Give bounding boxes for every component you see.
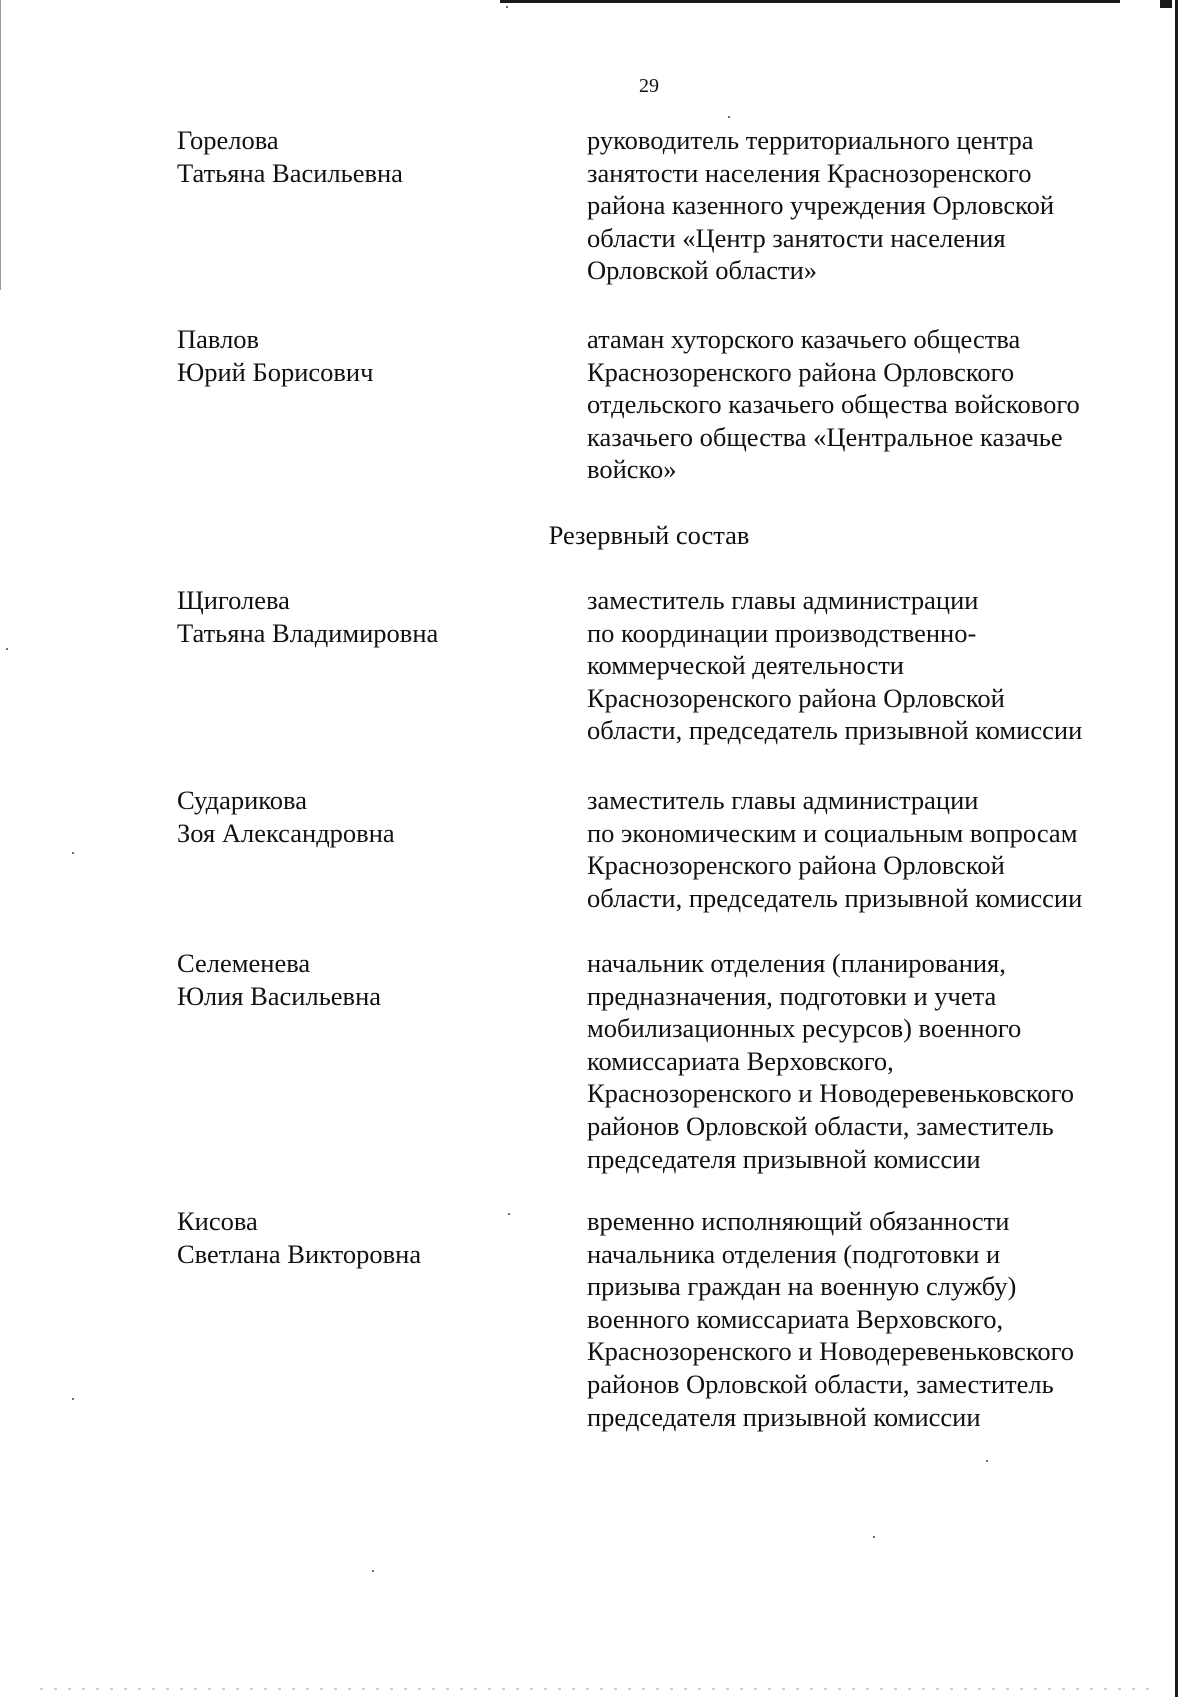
member-position — [587, 1205, 1137, 1433]
member-position — [587, 584, 1137, 747]
scan-bottom-noise — [40, 1688, 1160, 1690]
position-line: Краснозоренского района Орловского — [587, 356, 1015, 387]
member-given-names: Зоя Александровна — [177, 817, 395, 848]
position-line: Орловской области» — [587, 255, 818, 286]
member-surname: Селеменева — [177, 948, 311, 978]
position-line: начальник отделения (планирования, — [587, 948, 1006, 978]
scan-left-edge — [0, 0, 1, 290]
scan-speck — [506, 6, 508, 8]
position-line: по экономическим и социальным вопросам — [587, 817, 1078, 848]
member-surname: Сударикова — [177, 785, 307, 815]
position-line: Краснозоренского района Орловской — [587, 850, 1005, 881]
scan-speck — [72, 1398, 74, 1400]
position-line: районов Орловской области, заместитель — [587, 1110, 1054, 1141]
position-line: отдельского казачьего общества войскового — [587, 389, 1080, 420]
member-surname: Щиголева — [177, 585, 290, 615]
member-name — [177, 323, 567, 388]
position-line: района казенного учреждения Орловской — [587, 190, 1055, 221]
member-given-names: Татьяна Владимировна — [177, 617, 439, 648]
position-line: заместитель главы администрации — [587, 585, 979, 615]
position-line: Краснозоренского и Новодеревеньковского — [587, 1078, 1075, 1109]
member-name — [177, 124, 567, 189]
scan-speck — [508, 1213, 510, 1215]
scan-speck — [728, 116, 730, 118]
position-line: области «Центр занятости населения — [587, 222, 1006, 253]
member-given-names: Юлия Васильевна — [177, 980, 382, 1011]
member-given-names: Татьяна Васильевна — [177, 157, 403, 188]
position-line: Краснозоренского района Орловской — [587, 682, 1005, 713]
scan-speck — [873, 1536, 875, 1538]
position-line: заместитель главы администрации — [587, 785, 979, 815]
position-line: по координации производственно- — [587, 617, 977, 648]
member-given-names: Юрий Борисович — [177, 356, 374, 387]
position-line: казачьего общества «Центральное казачье — [587, 421, 1063, 452]
member-position — [587, 947, 1137, 1175]
member-surname: Кисова — [177, 1206, 258, 1236]
position-line: атаман хуторского казачьего общества — [587, 324, 1021, 354]
member-name — [177, 784, 567, 849]
position-line: комиссариата Верховского, — [587, 1045, 894, 1076]
position-line: области, председатель призывной комиссии — [587, 715, 1083, 746]
member-surname: Горелова — [177, 125, 279, 155]
member-name — [177, 584, 567, 649]
position-line: призыва граждан на военную службу) — [587, 1271, 1017, 1302]
position-line: руководитель территориального центра — [587, 125, 1034, 155]
member-given-names: Светлана Викторовна — [177, 1238, 422, 1269]
scan-speck — [372, 1570, 374, 1572]
scan-speck — [6, 648, 8, 650]
member-surname: Павлов — [177, 324, 260, 354]
position-line: военного комиссариата Верховского, — [587, 1303, 1004, 1334]
position-line: области, председатель призывной комиссии — [587, 882, 1083, 913]
member-position — [587, 124, 1137, 287]
scan-right-edge — [1175, 0, 1178, 1697]
position-line: предназначения, подготовки и учета — [587, 980, 997, 1011]
page-number: 29 — [639, 75, 659, 97]
position-line: мобилизационных ресурсов) военного — [587, 1013, 1022, 1044]
member-position — [587, 784, 1137, 914]
position-line: занятости населения Краснозоренского — [587, 157, 1032, 188]
position-line: коммерческой деятельности — [587, 650, 904, 681]
scan-corner-mark — [1160, 0, 1172, 8]
position-line: председателя призывной комиссии — [587, 1401, 981, 1432]
position-line: Краснозоренского и Новодеревеньковского — [587, 1336, 1075, 1367]
position-line: районов Орловской области, заместитель — [587, 1368, 1054, 1399]
position-line: начальника отделения (подготовки и — [587, 1238, 1001, 1269]
member-position — [587, 323, 1137, 486]
scan-top-edge — [500, 0, 1120, 3]
position-line: войско» — [587, 454, 677, 485]
scan-speck — [986, 1460, 988, 1462]
position-line: председателя призывной комиссии — [587, 1143, 981, 1174]
reserve-section-heading: Резервный состав — [548, 520, 750, 550]
position-line: временно исполняющий обязанности — [587, 1206, 1010, 1236]
member-name — [177, 947, 567, 1012]
scan-speck — [72, 852, 74, 854]
